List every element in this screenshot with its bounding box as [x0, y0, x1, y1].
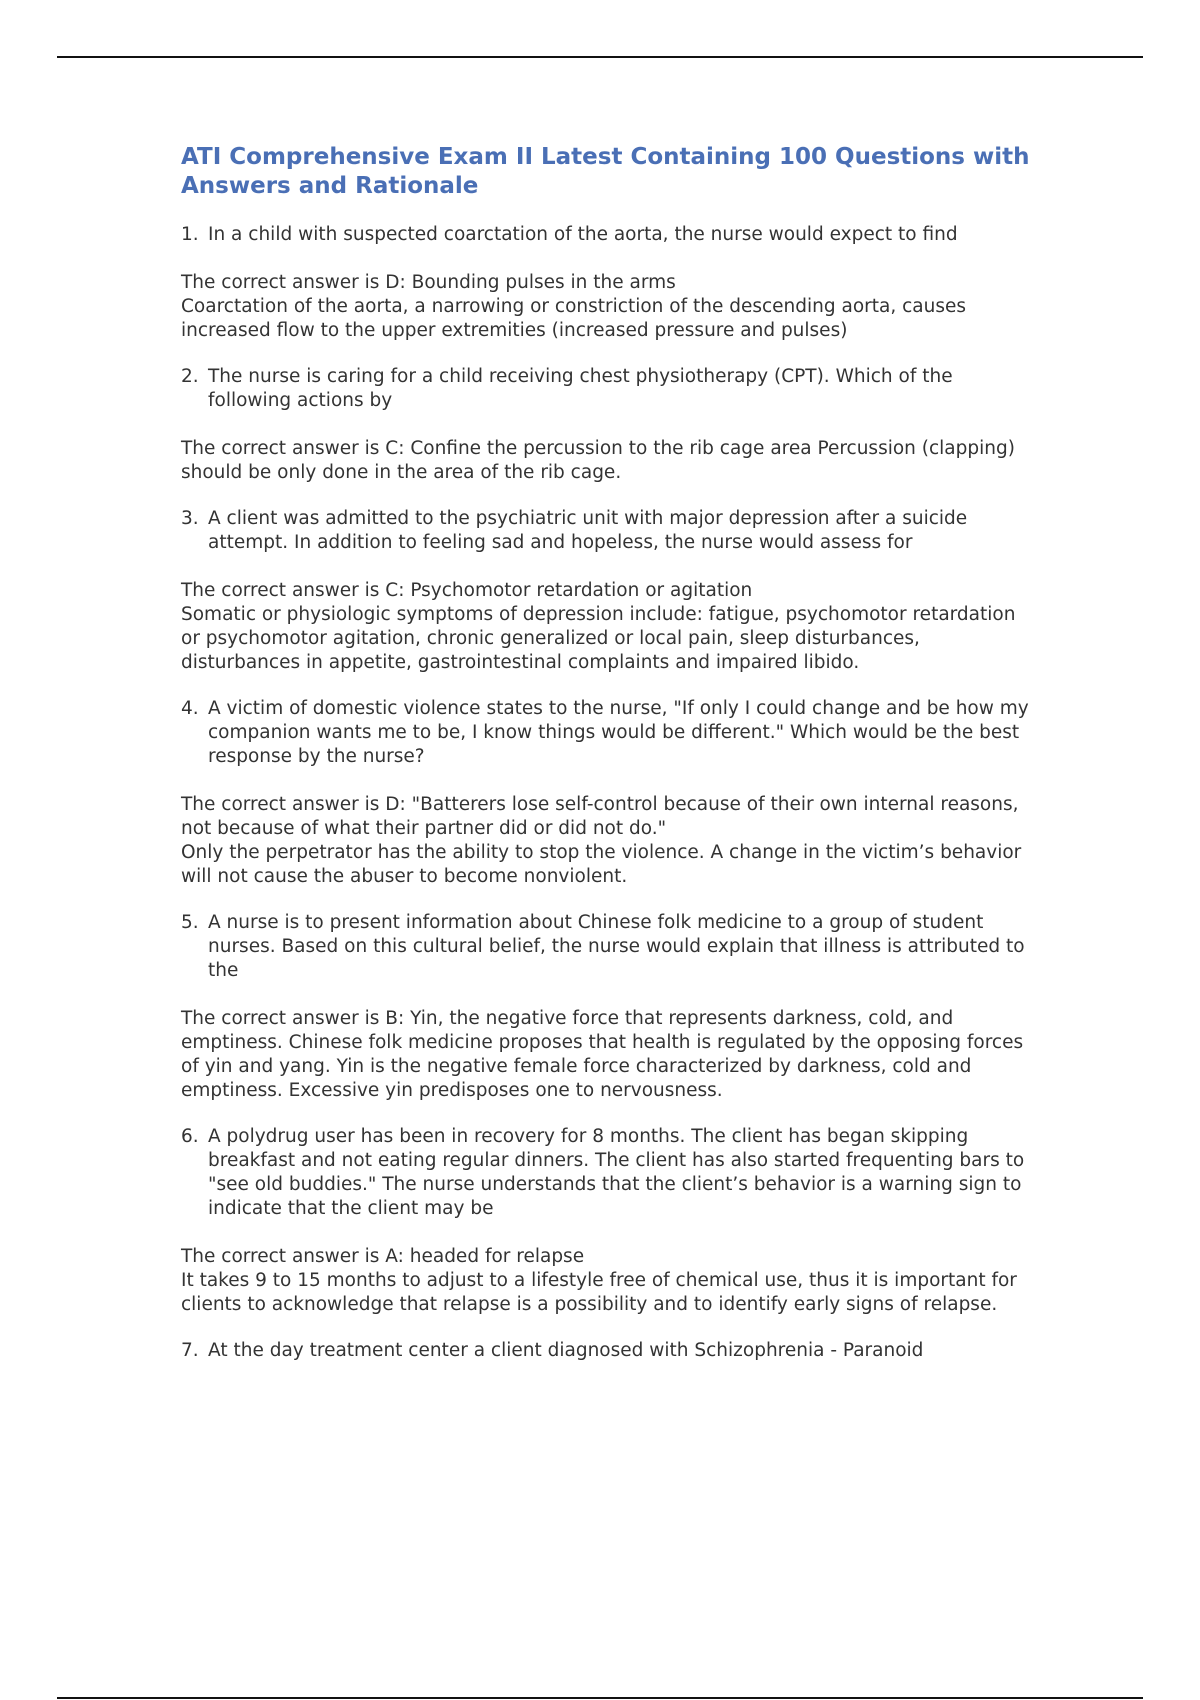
question-item: [181, 1339, 1031, 1363]
document-body: [181, 143, 1031, 1387]
question-number: 7.: [181, 1340, 199, 1361]
question-text: A victim of domestic violence states to the nurse, "If only I could change and be how my companion wants me to be, I know things would be different." Which would be the best response by the nurse?: [208, 698, 1029, 767]
rationale-text: Coarctation of the aorta, a narrowing or constriction of the descending aorta, causes increased flow to the upper extremities (increased pressure and pulses): [181, 296, 966, 341]
question-text: A polydrug user has been in recovery for 8 months. The client has began skipping breakfast and not eating regular dinners. The client has also started frequenting bars to "see old buddies." The nurse understands that the client’s behavior is a warning sign to indicate that the client may be: [208, 1126, 1025, 1219]
question-number: 4.: [181, 698, 199, 719]
rationale-text: Only the perpetrator has the ability to stop the violence. A change in the victim’s behavior will not cause the abuser to become nonviolent.: [181, 842, 1022, 887]
question-number: 5.: [181, 912, 199, 933]
answer-text: The correct answer is D: "Batterers lose self-control because of their own internal reasons, not because of what their partner did or did not do.": [181, 794, 1019, 839]
question-item: [181, 223, 1031, 247]
question-item: [181, 507, 1031, 555]
question-item: [181, 365, 1031, 413]
question-item: [181, 697, 1031, 769]
answer-text: The correct answer is C: Psychomotor retardation or agitation: [181, 580, 753, 601]
question-text: The nurse is caring for a child receiving chest physiotherapy (CPT). Which of the following actions by: [208, 366, 953, 411]
answer-block: [181, 271, 1031, 343]
question-text: A client was admitted to the psychiatric unit with major depression after a suicide attempt. In addition to feeling sad and hopeless, the nurse would assess for: [208, 508, 968, 553]
question-text: A nurse is to present information about Chinese folk medicine to a group of student nurses. Based on this cultural belief, the nurse would explain that illness is attributed to the: [208, 912, 1025, 981]
rationale-text: It takes 9 to 15 months to adjust to a lifestyle free of chemical use, thus it is important for clients to acknowledge that relapse is a possibility and to identify early signs of relapse.: [181, 1270, 1017, 1315]
document-title: ATI Comprehensive Exam II Latest Containing 100 Questions with Answers and Rationale: [181, 144, 1030, 199]
answer-block: [181, 1007, 1031, 1103]
answer-block: [181, 1245, 1031, 1317]
answer-block: [181, 579, 1031, 675]
question-text: In a child with suspected coarctation of the aorta, the nurse would expect to find: [208, 224, 958, 245]
rationale-text: Somatic or physiologic symptoms of depression include: fatigue, psychomotor retardation or psychomotor agitation, chronic generalized or local pain, sleep disturbances, disturbances in appetite, gastrointestinal complaints and impaired libido.: [181, 604, 1016, 673]
question-number: 1.: [181, 224, 199, 245]
question-item: [181, 911, 1031, 983]
question-number: 6.: [181, 1126, 199, 1147]
question-text: At the day treatment center a client diagnosed with Schizophrenia - Paranoid: [208, 1340, 924, 1361]
question-number: 3.: [181, 508, 199, 529]
answer-text: The correct answer is B: Yin, the negative force that represents darkness, cold, and emptiness. Chinese folk medicine proposes that health is regulated by the opposing forces of yin and yang. Yin is the negative female force characterized by darkness, cold and emptiness. Excessive yin predisposes one to nervousness.: [181, 1008, 1024, 1101]
header-rule: [57, 56, 1143, 58]
answer-block: [181, 793, 1031, 889]
footer-rule: [57, 1697, 1143, 1699]
answer-text: The correct answer is D: Bounding pulses in the arms: [181, 272, 676, 293]
answer-text: The correct answer is C: Confine the percussion to the rib cage area Percussion (clapping) should be only done in the area of the rib cage.: [181, 438, 1015, 483]
answer-block: [181, 437, 1031, 485]
answer-text: The correct answer is A: headed for relapse: [181, 1246, 585, 1267]
question-item: [181, 1125, 1031, 1221]
question-number: 2.: [181, 366, 199, 387]
